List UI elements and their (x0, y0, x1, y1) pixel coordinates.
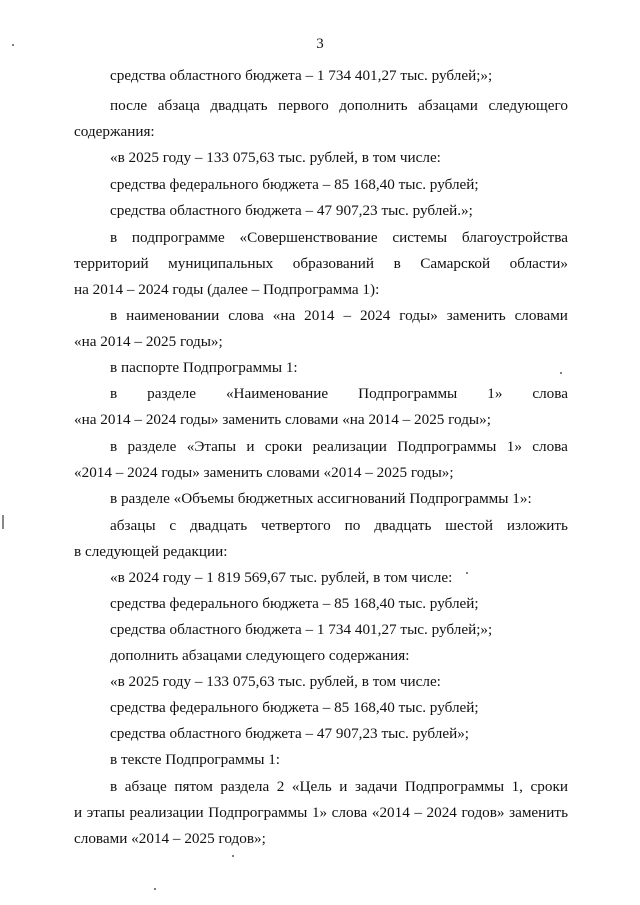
text-line: в следующей редакции: (74, 543, 228, 560)
scan-edge-mark (2, 515, 4, 529)
text-line: в паспорте Подпрограммы 1: (110, 359, 298, 376)
text-line: средства федерального бюджета – 85 168,40 тыс. рублей; (110, 699, 479, 716)
text-line: средства областного бюджета – 47 907,23 тыс. рублей.»; (110, 202, 473, 219)
text-line: территорий муниципальных образований в Самарской области» (74, 255, 568, 272)
text-line: «на 2014 – 2024 годы» заменить словами «на 2014 – 2025 годы»; (74, 411, 491, 428)
text-line: средства федерального бюджета – 85 168,40 тыс. рублей; (110, 595, 479, 612)
text-line: в подпрограмме «Совершенствование системы благоустройства (110, 229, 568, 246)
text-line: «2014 – 2024 годы» заменить словами «2014 – 2025 годы»; (74, 464, 454, 481)
text-line: «в 2024 году – 1 819 569,67 тыс. рублей, в том числе: (110, 569, 453, 586)
text-line: после абзаца двадцать первого дополнить абзацами следующего (110, 97, 568, 114)
scan-speck (560, 372, 562, 374)
text-line: дополнить абзацами следующего содержания: (110, 647, 410, 664)
text-line: словами «2014 – 2025 годов»; (74, 830, 266, 847)
text-line: на 2014 – 2024 годы (далее – Подпрограмма 1): (74, 281, 380, 298)
text-line: «в 2025 году – 133 075,63 тыс. рублей, в том числе: (110, 149, 441, 166)
scan-speck (12, 44, 14, 46)
text-line: «на 2014 – 2025 годы»; (74, 333, 223, 350)
scan-speck (466, 572, 468, 574)
text-line: в разделе «Этапы и сроки реализации Подпрограммы 1» слова (110, 438, 568, 455)
text-line: в тексте Подпрограммы 1: (110, 751, 281, 768)
text-line: в наименовании слова «на 2014 – 2024 годы» заменить словами (110, 307, 568, 324)
text-line: в абзаце пятом раздела 2 «Цель и задачи Подпрограммы 1, сроки (110, 778, 568, 795)
text-line: средства областного бюджета – 1 734 401,27 тыс. рублей;»; (110, 67, 493, 84)
page-number: 3 (316, 36, 324, 52)
scan-speck (154, 888, 156, 890)
text-line: содержания: (74, 123, 155, 140)
text-line: и этапы реализации Подпрограммы 1» слова «2014 – 2024 годов» заменить (74, 804, 568, 821)
text-line: средства областного бюджета – 1 734 401,27 тыс. рублей;»; (110, 621, 493, 638)
text-line: средства федерального бюджета – 85 168,40 тыс. рублей; (110, 176, 479, 193)
scan-speck (232, 855, 234, 857)
text-line: «в 2025 году – 133 075,63 тыс. рублей, в том числе: (110, 673, 441, 690)
text-line: средства областного бюджета – 47 907,23 тыс. рублей»; (110, 725, 470, 742)
text-line: абзацы с двадцать четвертого по двадцать шестой изложить (110, 517, 568, 534)
text-line: в разделе «Объемы бюджетных ассигнований Подпрограммы 1»: (110, 490, 532, 507)
text-line: в разделе «Наименование Подпрограммы 1» слова (110, 385, 568, 402)
